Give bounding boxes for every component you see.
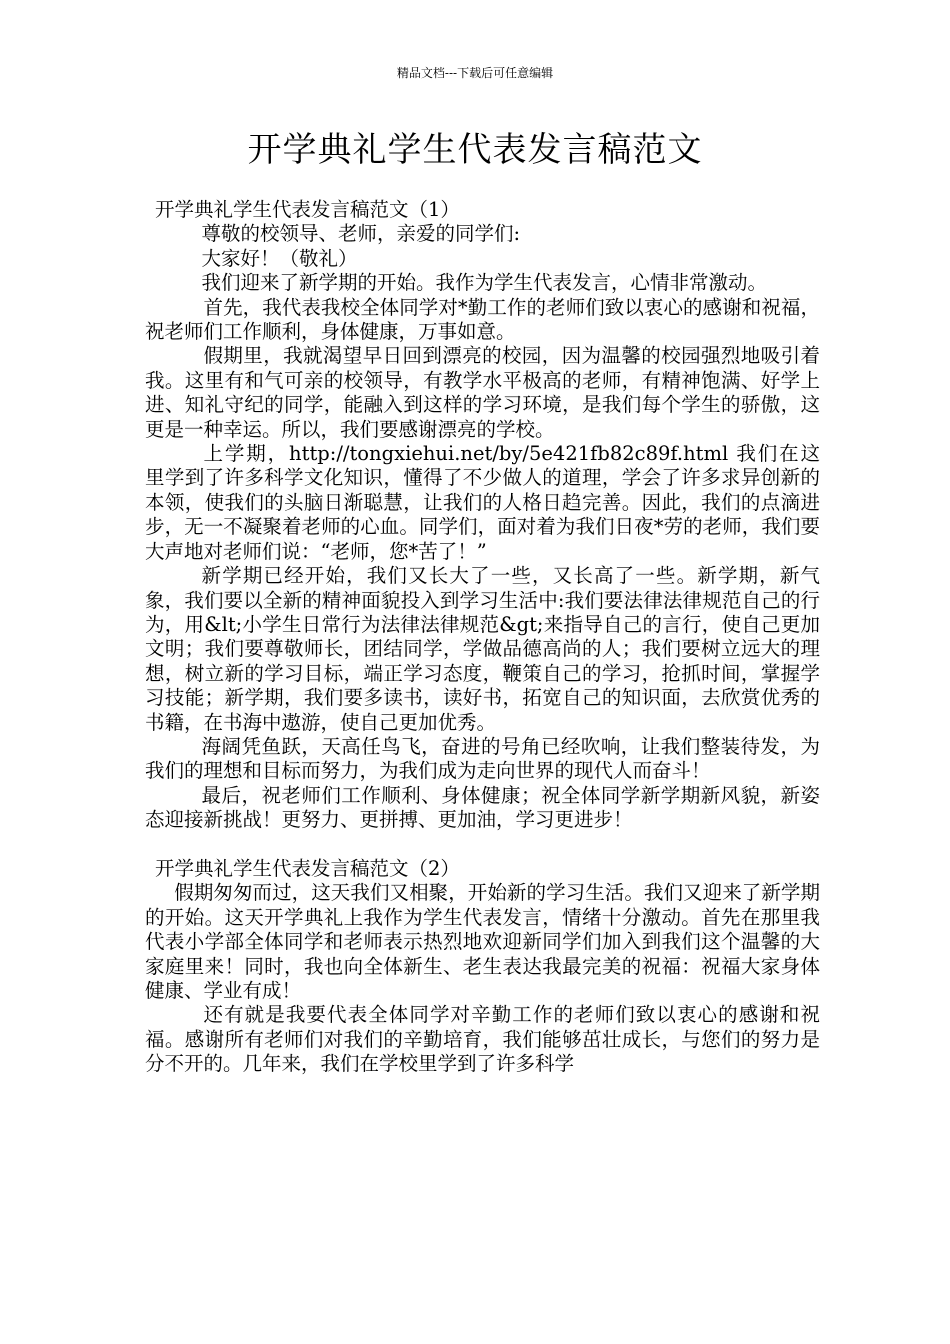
paragraph: 最后，祝老师们工作顺利、身体健康；祝全体同学新学期新风貌，新姿态迎接新挑战！更努力、更拼搏、更加油，学习更进步！ (145, 783, 820, 832)
section-heading-2: 开学典礼学生代表发言稿范文（2） (155, 856, 460, 880)
paragraph: 我们迎来了新学期的开始。我作为学生代表发言，心情非常激动。 (201, 271, 768, 295)
section-heading-1: 开学典礼学生代表发言稿范文（1） (155, 198, 460, 221)
paragraph: 上学期，http://tongxiehui.net/by/5e421fb82c89f.html 我们在这里学到了许多科学文化知识，懂得了不少做人的道理，学会了许多求异创新的本领，使我们的头脑日渐聪慧，让我们的人格日趋完善。因此，我们的点滴进步，无一不凝聚着老师的心血。同学们，面对着为我们日夜*劳的老师，我们要大声地对老师们说：“老师，您*苦了！” (145, 442, 820, 563)
paragraph: 假期匆匆而过，这天我们又相聚，开始新的学习生活。我们又迎来了新学期的开始。这天开学典礼上我作为学生代表发言，情绪十分激动。首先在那里我代表小学部全体同学和老师表示热烈地欢迎新同学们加入到我们这个温馨的大家庭里来！同时，我也向全体新生、老生表达我最完美的祝福：祝福大家身体健康、学业有成！ (145, 881, 820, 1002)
paragraph: 假期里，我就渴望早日回到漂亮的校园，因为温馨的校园强烈地吸引着我。这里有和气可亲的校领导，有教学水平极高的老师，有精神饱满、好学上进、知礼守纪的同学，能融入到这样的学习环境，是我们每个学生的骄傲，这更是一种幸运。所以，我们要感谢漂亮的学校。 (145, 344, 820, 441)
document-body (145, 198, 820, 1077)
document-title: 开学典礼学生代表发言稿范文 (247, 130, 703, 170)
page-header: 精品文档---下载后可任意编辑 (396, 66, 554, 80)
paragraph: 大家好！（敬礼） (201, 246, 358, 270)
paragraph: 还有就是我要代表全体同学对辛勤工作的老师们致以衷心的感谢和祝福。感谢所有老师们对我们的辛勤培育，我们能够茁壮成长，与您们的努力是分不开的。几年来，我们在学校里学到了许多科学 (145, 1003, 820, 1076)
paragraph: 首先，我代表我校全体同学对*勤工作的老师们致以衷心的感谢和祝福，祝老师们工作顺利，身体健康，万事如意。 (145, 295, 820, 344)
paragraph: 新学期已经开始，我们又长大了一些，又长高了一些。新学期，新气象，我们要以全新的精神面貌投入到学习生活中:我们要法律法律规范自己的行为，用&lt;小学生日常行为法律法律规范&gt;来指导自己的言行，使自己更加文明；我们要尊敬师长，团结同学，学做品德高尚的人；我们要树立远大的理想，树立新的学习目标，端正学习态度，鞭策自己的学习，抢抓时间，掌握学习技能；新学期，我们要多读书，读好书，拓宽自己的知识面，去欣赏优秀的书籍，在书海中遨游，使自己更加优秀。 (145, 564, 820, 734)
paragraph-gap (145, 833, 820, 857)
paragraph: 海阔凭鱼跃，天高任鸟飞，奋进的号角已经吹响，让我们整装待发，为我们的理想和目标而努力，为我们成为走向世界的现代人而奋斗！ (145, 734, 820, 783)
paragraph: 尊敬的校领导、老师，亲爱的同学们: (201, 222, 521, 246)
